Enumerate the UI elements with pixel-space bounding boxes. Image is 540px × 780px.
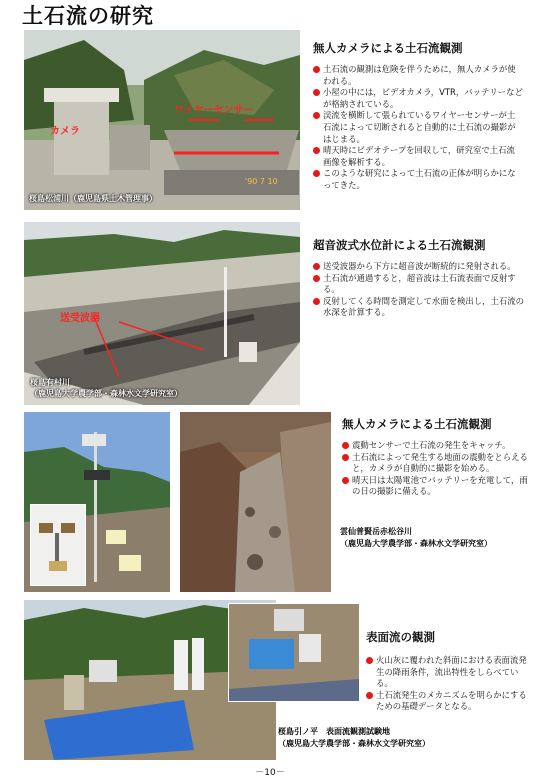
bullet-text: 土石流の観測は危険を伴うために，無人カメラが使われる。 [323, 64, 516, 86]
photo-matsuura-river [24, 30, 300, 210]
camera-label: カメラ [50, 126, 80, 137]
bullet-text: 送受波器から下方に超音波が断続的に発射される。 [323, 261, 516, 271]
photo-caption-line1: 桜島有村川 [30, 378, 70, 387]
bullet-dot-icon [313, 66, 320, 73]
inset-camera-image [31, 505, 85, 585]
photo-caption-line1: 雲仙普賢岳赤松谷川 [340, 527, 412, 536]
bullet-dot-icon [366, 692, 373, 699]
bullet-item [313, 64, 523, 87]
bullet-text: このような研究によって土石流の正体が明らかになってきた。 [323, 168, 516, 190]
photo-surface-flow-tank [228, 603, 360, 702]
photo-caption: 桜島松浦川（鹿児島県土木管理事） [29, 194, 157, 203]
bullet-text: 渓流を横断して張られているワイヤーセンサーが土石流によって切断されると自動的に土石流の撮影がはじまる。 [323, 110, 516, 144]
bullet-text: 土石流が通過すると，超音波は土石流表面で反射する。 [323, 272, 516, 295]
bullet-item [313, 168, 523, 191]
inset-camera-photo [30, 504, 86, 586]
bullet-text: 火山灰に覆われた斜面における表面流発生の降雨条件，流出特性をしらべている。 [376, 655, 527, 689]
bullet-dot-icon [313, 263, 320, 270]
bullet-dot-icon [313, 89, 320, 96]
page-title: 土石流の研究 [22, 4, 154, 28]
bullet-list [313, 261, 527, 319]
bullet-list [313, 64, 523, 192]
photo-caption-line1: 桜島引ノ平 表面流観測試験地 [278, 727, 390, 736]
bullet-item [313, 273, 527, 296]
bullet-text: 土石流発生のメカニズムを明らかにするための基礎データとなる。 [376, 689, 527, 712]
section-title: 無人カメラによる土石流観測 [313, 41, 463, 55]
bullet-text: 震動センサーで土石流の発生をキャッチ。 [352, 440, 511, 450]
bullet-text: 小屋の中には，ビデオカメラ，VTR，バッテリーなどが格納されている。 [323, 87, 523, 109]
bullet-item [313, 87, 523, 110]
bullet-dot-icon [313, 298, 320, 305]
bullet-dot-icon [342, 454, 349, 461]
bullet-list [342, 440, 530, 498]
wire-sensor-label: ワイヤーセンサー [174, 105, 254, 116]
bullet-text: 晴天時にビデオテープを回収して，研究室で土石流画像を解析する。 [323, 145, 515, 167]
bullet-dot-icon [313, 147, 320, 154]
bullet-list [366, 655, 534, 713]
bullet-item [313, 296, 527, 319]
bullet-item [366, 655, 534, 690]
photo-arimura-river [24, 222, 300, 405]
photo-surface-flow-tank-image [229, 604, 359, 701]
photo-caption-line2: （鹿児島大学農学部・森林水文学研究室） [30, 389, 182, 398]
section-title: 表面流の観測 [366, 630, 435, 644]
bullet-item [342, 475, 530, 498]
bullet-text: 晴天日は太陽電池でバッテリーを充電して，雨の日の撮影に備える。 [352, 474, 528, 497]
bullet-item [313, 261, 527, 273]
bullet-item [342, 452, 530, 475]
photo-caption-line2: （鹿児島大学農学部・森林水文学研究室） [278, 739, 430, 748]
bullet-dot-icon [313, 170, 320, 177]
bullet-item [313, 110, 523, 145]
bullet-dot-icon [366, 657, 373, 664]
bullet-dot-icon [342, 442, 349, 449]
transducer-label: 送受波器 [60, 313, 100, 324]
photo-akamatsudani [180, 412, 331, 592]
photo-camera-post [24, 412, 170, 592]
section-title: 無人カメラによる土石流観測 [342, 417, 492, 431]
bullet-item [366, 690, 534, 713]
date-stamp: '90 7 10 [245, 177, 278, 186]
bullet-dot-icon [313, 112, 320, 119]
section-title: 超音波式水位計による土石流観測 [313, 238, 486, 252]
bullet-dot-icon [342, 477, 349, 484]
bullet-text: 反射してくる時間を測定して水面を検出し，土石流の水深を計算する。 [323, 295, 524, 318]
photo-caption-line2: （鹿児島大学農学部・森林水文学研究室） [340, 539, 492, 548]
bullet-text: 土石流によって発生する地面の震動をとらえると，カメラが自動的に撮影を始める。 [352, 451, 528, 474]
bullet-item [313, 145, 523, 168]
photo-akamatsudani-image [180, 412, 331, 592]
bullet-item [342, 440, 530, 452]
bullet-dot-icon [313, 275, 320, 282]
page-number: －10－ [255, 768, 285, 778]
